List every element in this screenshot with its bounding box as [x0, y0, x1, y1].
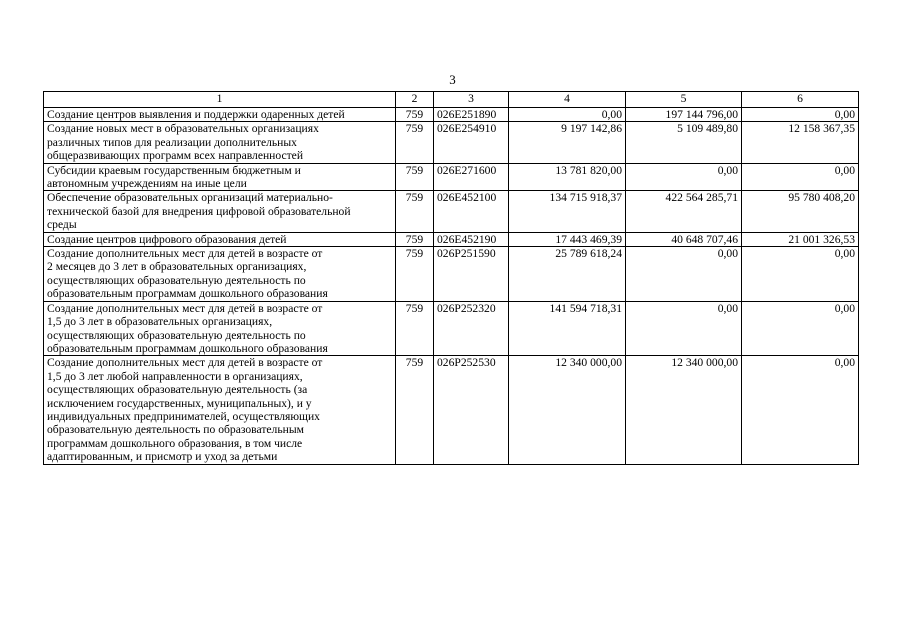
amount-col6-cell: 0,00 [742, 108, 859, 122]
table-row [44, 247, 859, 302]
item-name-line: 2 месяцев до 3 лет в образовательных организациях, [47, 260, 307, 274]
target-article-cell: 026P252530 [434, 356, 509, 464]
amount-col5-cell: 0,00 [626, 163, 742, 191]
item-name-cell [44, 301, 396, 356]
amount-col4-cell: 17 443 469,39 [509, 232, 626, 246]
amount-col4-cell: 0,00 [509, 108, 626, 122]
column-header: 3 [434, 92, 509, 108]
column-header: 4 [509, 92, 626, 108]
item-name-cell [44, 122, 396, 163]
amount-col5-cell: 5 109 489,80 [626, 122, 742, 163]
item-name-line: Создание дополнительных мест для детей в возрасте от [47, 247, 323, 261]
item-name-line: образовательную деятельность по образовательным [47, 423, 304, 437]
table-row [44, 301, 859, 356]
item-name-line: осуществляющих образовательную деятельность (за [47, 383, 308, 397]
table-row [44, 232, 859, 246]
item-name-cell [44, 108, 396, 122]
amount-col6-cell: 0,00 [742, 356, 859, 464]
table-row [44, 122, 859, 163]
target-article-cell: 026E254910 [434, 122, 509, 163]
item-name-line: осуществляющих образовательную деятельность по [47, 328, 306, 342]
ministry-code-cell: 759 [396, 163, 434, 191]
page-number: 3 [449, 72, 456, 87]
target-article-cell: 026E271600 [434, 163, 509, 191]
amount-col6-cell: 0,00 [742, 247, 859, 302]
item-name-line: программам дошкольного образования, в том числе [47, 436, 303, 450]
item-name-line: образовательным программам дошкольного образования [47, 341, 328, 355]
amount-col5-cell: 0,00 [626, 301, 742, 356]
amount-col5-cell: 0,00 [626, 247, 742, 302]
target-article-cell: 026E452190 [434, 232, 509, 246]
item-name-line: адаптированным, и присмотр и уход за детьми [47, 450, 278, 464]
item-name-cell [44, 247, 396, 302]
item-name-line: автономным учреждениям на иные цели [47, 177, 247, 191]
column-header: 6 [742, 92, 859, 108]
target-article-cell: 026P251590 [434, 247, 509, 302]
amount-col6-cell: 0,00 [742, 301, 859, 356]
ministry-code-cell: 759 [396, 108, 434, 122]
item-name-line: осуществляющих образовательную деятельность по [47, 273, 306, 287]
amount-col4-cell: 134 715 918,37 [509, 191, 626, 232]
ministry-code-cell: 759 [396, 122, 434, 163]
target-article-cell: 026P252320 [434, 301, 509, 356]
amount-col4-cell: 12 340 000,00 [509, 356, 626, 464]
item-name-line: 1,5 до 3 лет любой направленности в организациях, [47, 369, 303, 383]
item-name-line: индивидуальных предпринимателей, осуществляющих [47, 409, 320, 423]
table-row [44, 108, 859, 122]
amount-col5-cell: 422 564 285,71 [626, 191, 742, 232]
target-article-cell: 026E251890 [434, 108, 509, 122]
ministry-code-cell: 759 [396, 301, 434, 356]
item-name-line: среды [47, 218, 77, 232]
item-name-line: исключением государственных, муниципальных), и у [47, 396, 312, 410]
item-name-line: Субсидии краевым государственным бюджетным и [47, 163, 301, 177]
item-name-line: Создание дополнительных мест для детей в возрасте от [47, 356, 323, 370]
column-header: 1 [44, 92, 396, 108]
amount-col4-cell: 13 781 820,00 [509, 163, 626, 191]
item-name-line: Создание новых мест в образовательных организациях [47, 122, 319, 136]
item-name-line: Создание центров выявления и поддержки одаренных детей [47, 108, 345, 121]
item-name-line: общеразвивающих программ всех направленностей [47, 149, 304, 163]
amount-col6-cell: 12 158 367,35 [742, 122, 859, 163]
budget-table [43, 91, 859, 465]
amount-col5-cell: 197 144 796,00 [626, 108, 742, 122]
ministry-code-cell: 759 [396, 247, 434, 302]
item-name-line: Создание центров цифрового образования детей [47, 232, 287, 246]
item-name-line: образовательным программам дошкольного образования [47, 287, 328, 301]
column-header: 5 [626, 92, 742, 108]
header-row [44, 92, 859, 108]
ministry-code-cell: 759 [396, 232, 434, 246]
amount-col5-cell: 40 648 707,46 [626, 232, 742, 246]
item-name-cell [44, 232, 396, 246]
item-name-cell [44, 163, 396, 191]
table-body [44, 108, 859, 465]
item-name-line: Создание дополнительных мест для детей в возрасте от [47, 301, 323, 315]
amount-col6-cell: 0,00 [742, 163, 859, 191]
ministry-code-cell: 759 [396, 191, 434, 232]
ministry-code-cell: 759 [396, 356, 434, 464]
item-name-line: Обеспечение образовательных организаций материально- [47, 191, 333, 205]
amount-col4-cell: 25 789 618,24 [509, 247, 626, 302]
item-name-line: технической базой для внедрения цифровой образовательной [47, 204, 351, 218]
target-article-cell: 026E452100 [434, 191, 509, 232]
amount-col4-cell: 9 197 142,86 [509, 122, 626, 163]
amount-col4-cell: 141 594 718,31 [509, 301, 626, 356]
table-row [44, 191, 859, 232]
item-name-line: различных типов для реализации дополнительных [47, 135, 297, 149]
amount-col6-cell: 21 001 326,53 [742, 232, 859, 246]
amount-col6-cell: 95 780 408,20 [742, 191, 859, 232]
table-row [44, 356, 859, 464]
item-name-cell [44, 356, 396, 464]
amount-col5-cell: 12 340 000,00 [626, 356, 742, 464]
column-header: 2 [396, 92, 434, 108]
table-row [44, 163, 859, 191]
item-name-line: 1,5 до 3 лет в образовательных организациях, [47, 315, 273, 329]
item-name-cell [44, 191, 396, 232]
